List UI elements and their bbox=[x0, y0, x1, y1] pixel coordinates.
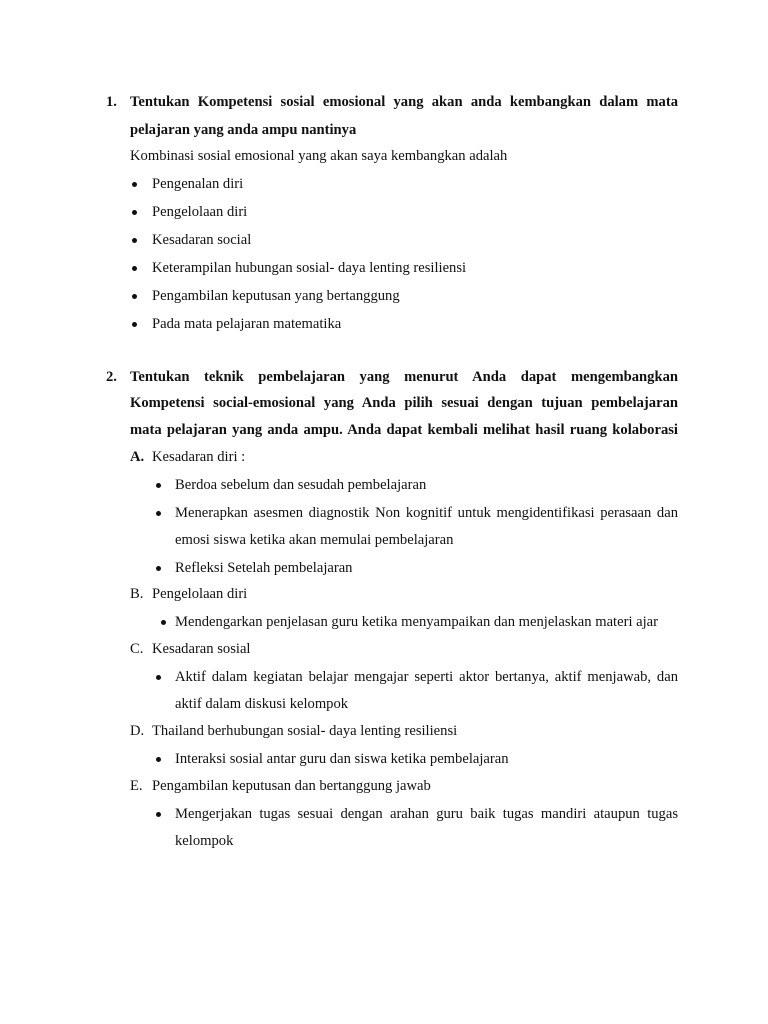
bullet-icon bbox=[156, 757, 161, 762]
section-heading: Pengelolaan diri bbox=[152, 586, 248, 602]
section-item-continuation: kelompok bbox=[175, 833, 234, 849]
section-letter: D. bbox=[130, 723, 145, 739]
q1-title-line2: pelajaran yang anda ampu nantinya bbox=[130, 122, 357, 138]
bullet-icon bbox=[132, 322, 137, 327]
q1-item: Pengelolaan diri bbox=[152, 204, 248, 220]
bullet-icon bbox=[156, 566, 161, 571]
section-heading: Kesadaran sosial bbox=[152, 641, 251, 657]
bullet-icon bbox=[156, 812, 161, 817]
section-item: Aktif dalam kegiatan belajar mengajar seperti aktor bertanya, aktif menjawab, dan bbox=[175, 669, 678, 685]
q1-item: Pengenalan diri bbox=[152, 176, 244, 192]
bullet-icon bbox=[132, 294, 137, 299]
bullet-icon bbox=[156, 675, 161, 680]
q2-number: 2. bbox=[106, 369, 117, 385]
section-item: Berdoa sebelum dan sesudah pembelajaran bbox=[175, 477, 427, 493]
section-heading: Thailand berhubungan sosial- daya lenting resiliensi bbox=[152, 723, 458, 739]
q1-item: Pada mata pelajaran matematika bbox=[152, 316, 342, 332]
section-item: Refleksi Setelah pembelajaran bbox=[175, 560, 353, 576]
section-letter: A. bbox=[130, 449, 145, 465]
bullet-icon bbox=[132, 266, 137, 271]
q2-title-line2: Kompetensi social-emosional yang Anda pilih sesuai dengan tujuan pembelajaran bbox=[130, 395, 678, 411]
section-item: Mengerjakan tugas sesuai dengan arahan guru baik tugas mandiri ataupun tugas bbox=[175, 806, 678, 822]
section-heading: Pengambilan keputusan dan bertanggung jawab bbox=[152, 778, 431, 794]
q1-item: Kesadaran social bbox=[152, 232, 252, 248]
q1-item: Pengambilan keputusan yang bertanggung bbox=[152, 288, 400, 304]
q1-number: 1. bbox=[106, 94, 117, 110]
bullet-icon bbox=[161, 620, 166, 625]
q1-item: Keterampilan hubungan sosial- daya lenting resiliensi bbox=[152, 260, 467, 276]
q1-intro: Kombinasi sosial emosional yang akan saya kembangkan adalah bbox=[130, 148, 508, 164]
q1-title-line1: Tentukan Kompetensi sosial emosional yang akan anda kembangkan dalam mata bbox=[130, 94, 678, 110]
section-letter: E. bbox=[130, 778, 143, 794]
section-item: Menerapkan asesmen diagnostik Non kognitif untuk mengidentifikasi perasaan dan bbox=[175, 505, 678, 521]
bullet-icon bbox=[132, 182, 137, 187]
section-item: Mendengarkan penjelasan guru ketika menyampaikan dan menjelaskan materi ajar bbox=[175, 614, 659, 630]
q2-title-line3: mata pelajaran yang anda ampu. Anda dapat kembali melihat hasil ruang kolaborasi bbox=[130, 422, 678, 438]
q2-title-line1: Tentukan teknik pembelajaran yang menurut Anda dapat mengembangkan bbox=[130, 369, 678, 385]
section-heading: Kesadaran diri : bbox=[152, 449, 246, 465]
section-letter: C. bbox=[130, 641, 144, 657]
section-item: Interaksi sosial antar guru dan siswa ketika pembelajaran bbox=[175, 751, 509, 767]
bullet-icon bbox=[156, 511, 161, 516]
bullet-icon bbox=[132, 210, 137, 215]
section-letter: B. bbox=[130, 586, 144, 602]
bullet-icon bbox=[156, 483, 161, 488]
section-item-continuation: aktif dalam diskusi kelompok bbox=[175, 696, 349, 712]
bullet-icon bbox=[132, 238, 137, 243]
section-item-continuation: emosi siswa ketika akan memulai pembelajaran bbox=[175, 532, 454, 548]
